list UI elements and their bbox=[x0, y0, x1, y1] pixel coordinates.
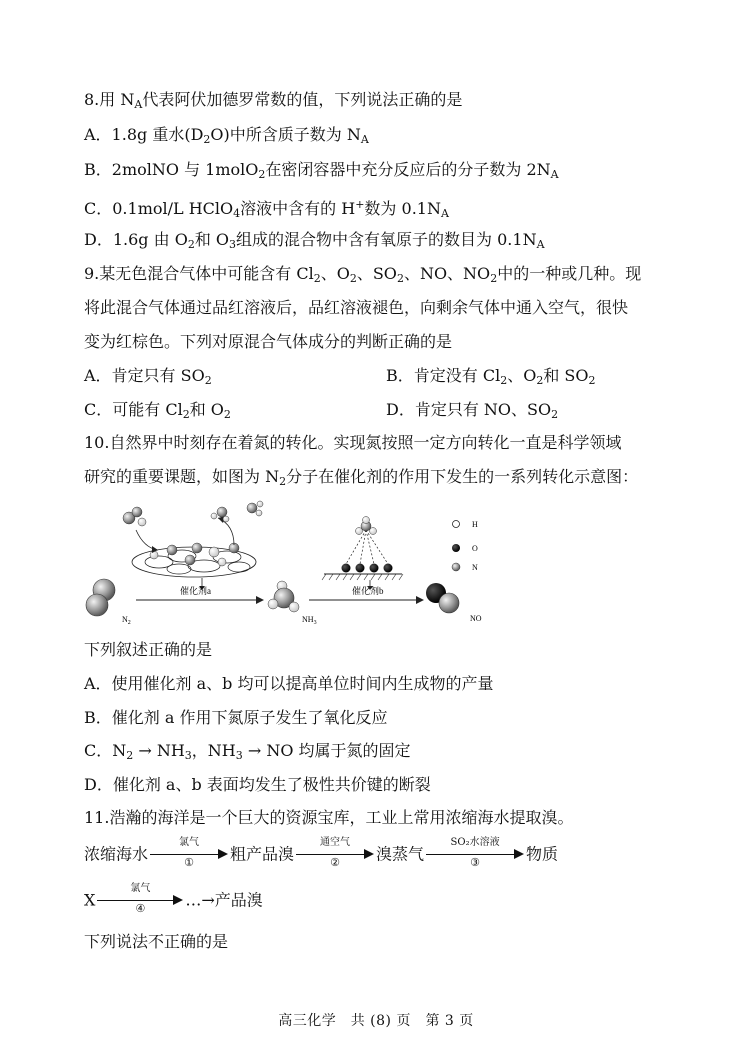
q9-stem-line3: 变为红棕色。下列对原混合气体成分的判断正确的是 bbox=[84, 332, 453, 351]
q10-option-a: A．使用催化剂 a、b 均可以提高单位时间内生成物的产量 bbox=[84, 674, 494, 693]
nitrogen-conversion-diagram bbox=[84, 500, 684, 630]
svg-text:N: N bbox=[472, 563, 478, 572]
q9-option-c: C．可能有 $Cl_2$和 $O_2$ bbox=[84, 400, 231, 421]
q11-flow-line2 bbox=[84, 884, 263, 918]
no-label: NO bbox=[470, 614, 482, 623]
flow-step-bromine-vapor: 溴蒸气 bbox=[376, 844, 425, 864]
desorbing-molecules bbox=[211, 501, 263, 545]
flow-arrow-3: SO₂水溶液 ③ bbox=[426, 838, 524, 872]
q8-stem: 8.用 $N_A$代表阿伏加德罗常数的值，下列说法正确的是 bbox=[84, 90, 463, 111]
catalyst-a-surface bbox=[132, 543, 256, 577]
flow-arrow-4: 氯气 ④ bbox=[97, 884, 183, 918]
q9-stem-line2: 将此混合气体通过品红溶液后，品红溶液褪色，向剩余气体中通入空气，很快 bbox=[84, 298, 629, 317]
q11-stem: 11.浩瀚的海洋是一个巨大的资源宝库，工业上常用浓缩海水提取溴。 bbox=[84, 808, 574, 827]
nh3-label: $NH_3$ bbox=[302, 615, 317, 626]
catalyst-b-surface bbox=[322, 517, 403, 581]
q9-option-a: A．肯定只有 $SO_2$ bbox=[84, 366, 212, 387]
no-molecule bbox=[426, 583, 459, 613]
flow-step-concentrated-seawater: 浓缩海水 bbox=[84, 844, 149, 864]
q9-option-d: D．肯定只有 NO、$SO_2$ bbox=[386, 400, 559, 421]
page-footer: 高三化学 共 (8) 页 第 3 页 bbox=[278, 1013, 474, 1029]
q8-option-d: D．1.6g 由 $O_2$和 $O_3$组成的混合物中含有氧原子的数目为 $0.1N_A$ bbox=[84, 230, 545, 251]
catalyst-a-label: 催化剂a bbox=[180, 586, 211, 596]
flow-step-substance: 物质 bbox=[526, 844, 559, 864]
q10-stem-line1: 10.自然界中时刻存在着氮的转化。实现氮按照一定方向转化一直是科学领域 bbox=[84, 433, 622, 452]
q10-prompt: 下列叙述正确的是 bbox=[84, 640, 213, 659]
q9-stem-line1: 9.某无色混合气体中可能含有 $Cl_2$、$O_2$、$SO_2$、NO、$NO_2$中的一种或几种。现 bbox=[84, 264, 642, 285]
flow-arrow-1: 氯气 ① bbox=[150, 838, 228, 872]
flow-step-product-bromine: …→产品溴 bbox=[185, 890, 263, 910]
svg-text:H: H bbox=[472, 520, 478, 529]
q10-option-b: B．催化剂 a 作用下氮原子发生了氧化反应 bbox=[84, 708, 388, 727]
q11-flow-line1 bbox=[84, 838, 558, 872]
q10-option-d: D．催化剂 a、b 表面均发生了极性共价键的断裂 bbox=[84, 775, 431, 794]
n2-molecule bbox=[86, 579, 115, 616]
atom-legend bbox=[452, 520, 478, 572]
adsorbing-molecule bbox=[123, 507, 158, 553]
q10-option-c: C．$N_2 \to NH_3$，$NH_3$ → NO 均属于氮的固定 bbox=[84, 741, 411, 762]
flow-arrow-2: 通空气 ② bbox=[296, 838, 374, 872]
q8-option-a: A．1.8g 重水$(D_2O)$中所含质子数为 $N_A$ bbox=[84, 125, 369, 146]
q10-stem-line2: 研究的重要课题，如图为 $N_2$分子在催化剂的作用下发生的一系列转化示意图： bbox=[84, 467, 639, 488]
nh3-molecule bbox=[268, 581, 299, 612]
q8-option-b: B．2molNO 与 1molO$_2$在密闭容器中充分反应后的分子数为 $2N_A$ bbox=[84, 160, 559, 181]
q8-option-c: C．0.1mol/L HClO$_4$溶液中含有的 H+数为 $0.1N_A$ bbox=[84, 198, 449, 220]
q11-prompt: 下列说法不正确的是 bbox=[84, 932, 229, 951]
n2-label: $N_2$ bbox=[122, 615, 131, 626]
catalyst-b-label: 催化剂b bbox=[352, 586, 384, 596]
flow-step-x: X bbox=[84, 890, 96, 910]
flow-step-crude-bromine: 粗产品溴 bbox=[230, 844, 295, 864]
svg-text:O: O bbox=[472, 544, 478, 553]
q9-option-b: B．肯定没有 $Cl_2$、$O_2$和 $SO_2$ bbox=[386, 366, 596, 387]
